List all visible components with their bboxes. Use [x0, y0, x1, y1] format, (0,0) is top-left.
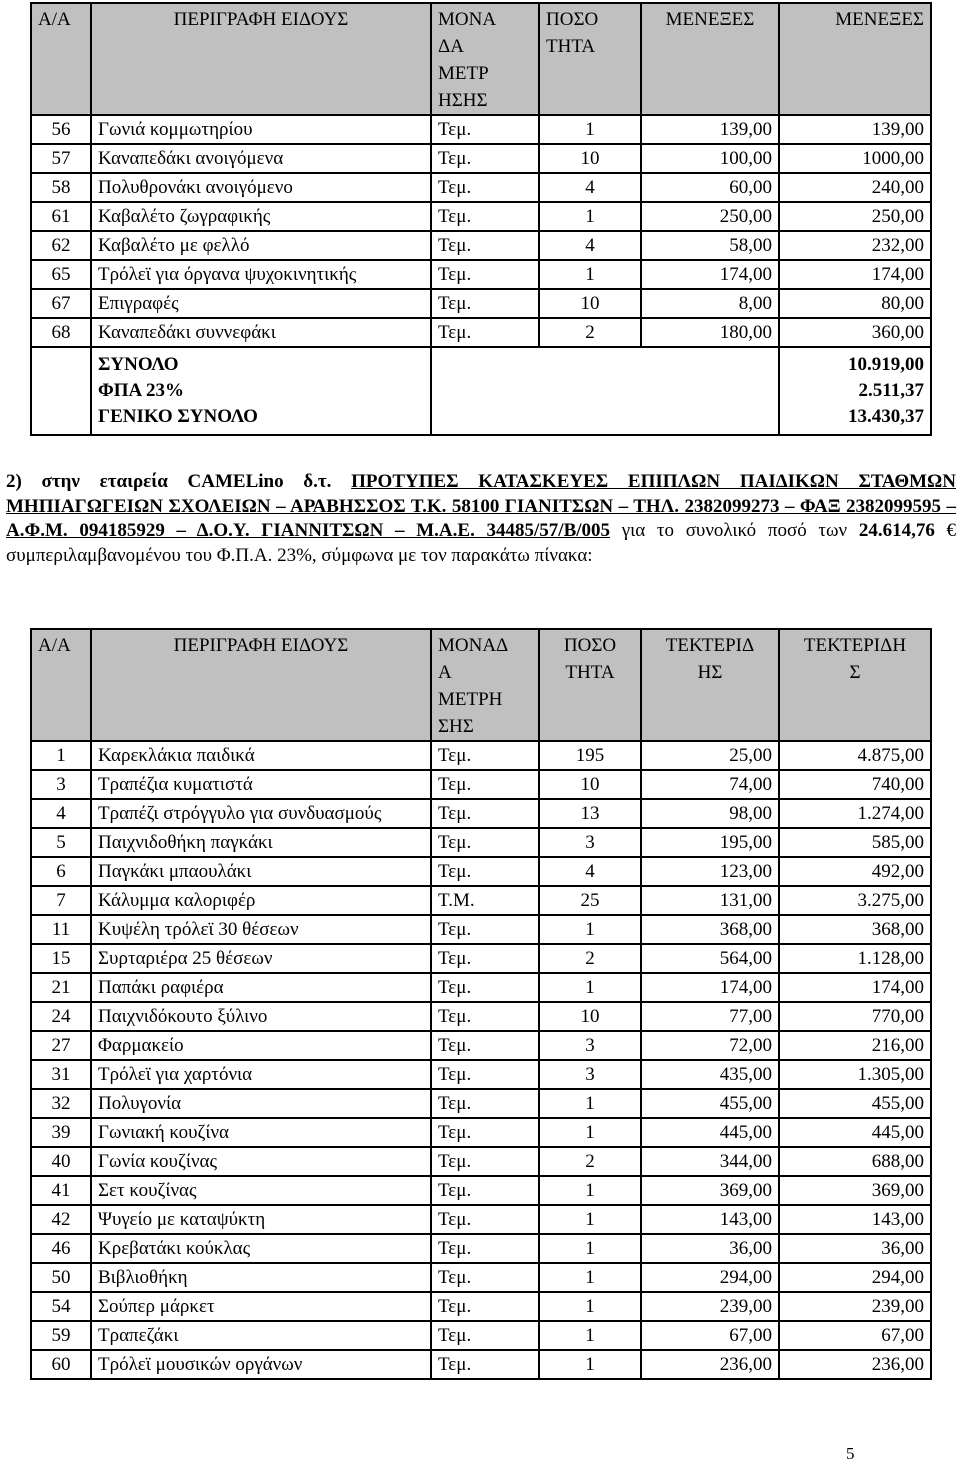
cell-unit-price: 25,00	[641, 741, 779, 770]
cell-total: 585,00	[779, 828, 931, 857]
totals-value: 10.919,00	[779, 347, 931, 378]
cell-total: 455,00	[779, 1089, 931, 1118]
cell-total: 139,00	[779, 115, 931, 144]
cell-unit: Τεμ.	[431, 1350, 539, 1379]
table-row	[31, 973, 931, 1002]
cell-unit: Τεμ.	[431, 915, 539, 944]
totals-blank	[31, 404, 91, 435]
cell-quantity: 25	[539, 886, 641, 915]
cell-unit: Τεμ.	[431, 973, 539, 1002]
cell-total: 369,00	[779, 1176, 931, 1205]
cell-total: 174,00	[779, 260, 931, 289]
page-number: 5	[846, 1444, 855, 1463]
cell-total: 240,00	[779, 173, 931, 202]
table-row	[31, 1263, 931, 1292]
cell-aa: 46	[31, 1234, 91, 1263]
cell-description: Κυψέλη τρόλεϊ 30 θέσεων	[91, 915, 431, 944]
cell-description: Τρόλεϊ για όργανα ψυχοκινητικής	[91, 260, 431, 289]
cell-unit-price: 250,00	[641, 202, 779, 231]
cell-total: 4.875,00	[779, 741, 931, 770]
cell-total: 36,00	[779, 1234, 931, 1263]
cell-unit: Τεμ.	[431, 1263, 539, 1292]
totals-row	[31, 404, 931, 435]
cell-quantity: 1	[539, 1350, 641, 1379]
cell-description: Καβαλέτο ζωγραφικής	[91, 202, 431, 231]
cell-unit: Τεμ.	[431, 770, 539, 799]
cell-quantity: 4	[539, 173, 641, 202]
cell-aa: 1	[31, 741, 91, 770]
cell-unit-price: 36,00	[641, 1234, 779, 1263]
cell-quantity: 1	[539, 260, 641, 289]
cell-aa: 6	[31, 857, 91, 886]
table1-header-row	[31, 3, 931, 115]
cell-aa: 61	[31, 202, 91, 231]
table-row	[31, 1350, 931, 1379]
cell-aa: 39	[31, 1118, 91, 1147]
paragraph-intro: 2) στην εταιρεία CAMELino δ.τ.	[6, 471, 352, 492]
cell-aa: 11	[31, 915, 91, 944]
header-total: ΜΕΝΕΞΕΣ	[779, 3, 931, 115]
cell-quantity: 1	[539, 973, 641, 1002]
cell-quantity: 10	[539, 144, 641, 173]
table2-header-row	[31, 629, 931, 741]
cell-aa: 40	[31, 1147, 91, 1176]
header-qty-line: ΤΗΤΑ	[565, 662, 615, 683]
cell-total: 239,00	[779, 1292, 931, 1321]
cell-aa: 68	[31, 318, 91, 347]
cell-aa: 58	[31, 173, 91, 202]
paragraph-text: για το συνολικό ποσό των	[610, 520, 859, 541]
cell-total: 770,00	[779, 1002, 931, 1031]
table-row	[31, 231, 931, 260]
cell-description: Καναπεδάκι ανοιγόμενα	[91, 144, 431, 173]
cell-description: Σούπερ μάρκετ	[91, 1292, 431, 1321]
cell-unit-price: 435,00	[641, 1060, 779, 1089]
cell-description: Παπάκι ραφιέρα	[91, 973, 431, 1002]
cell-unit: Τεμ.	[431, 1234, 539, 1263]
cell-unit: Τεμ.	[431, 1002, 539, 1031]
cell-unit: Τεμ.	[431, 202, 539, 231]
cell-description: Τραπέζι στρόγγυλο για συνδυασμούς	[91, 799, 431, 828]
items-table-2	[30, 628, 932, 1380]
cell-unit: Τεμ.	[431, 1031, 539, 1060]
cell-description: Καναπεδάκι συννεφάκι	[91, 318, 431, 347]
cell-unit-price: 239,00	[641, 1292, 779, 1321]
cell-aa: 4	[31, 799, 91, 828]
cell-quantity: 3	[539, 828, 641, 857]
header-unit-line: ΜΟΝΑ	[438, 9, 497, 30]
cell-aa: 27	[31, 1031, 91, 1060]
cell-unit-price: 564,00	[641, 944, 779, 973]
totals-row	[31, 378, 931, 404]
cell-unit-price: 8,00	[641, 289, 779, 318]
cell-unit-price: 60,00	[641, 173, 779, 202]
table-row	[31, 886, 931, 915]
cell-unit: Τεμ.	[431, 231, 539, 260]
cell-unit-price: 123,00	[641, 857, 779, 886]
totals-blank	[431, 404, 779, 435]
cell-unit-price: 58,00	[641, 231, 779, 260]
cell-total: 250,00	[779, 202, 931, 231]
cell-description: Παιχνιδόκουτο ξύλινο	[91, 1002, 431, 1031]
cell-aa: 57	[31, 144, 91, 173]
header-unit-line: ΗΣΗΣ	[438, 90, 488, 111]
cell-quantity: 3	[539, 1031, 641, 1060]
cell-aa: 42	[31, 1205, 91, 1234]
cell-quantity: 2	[539, 318, 641, 347]
cell-unit: Τεμ.	[431, 1205, 539, 1234]
table-row	[31, 318, 931, 347]
items-table-1	[30, 2, 932, 436]
cell-description: Ψυγείο με καταψύκτη	[91, 1205, 431, 1234]
table-row	[31, 1234, 931, 1263]
cell-quantity: 1	[539, 1292, 641, 1321]
cell-unit-price: 131,00	[641, 886, 779, 915]
cell-unit-price: 455,00	[641, 1089, 779, 1118]
cell-description: Συρταριέρα 25 θέσεων	[91, 944, 431, 973]
cell-unit-price: 174,00	[641, 260, 779, 289]
header-price-line: ΤΕΚΤΕΡΙΔ	[665, 635, 755, 656]
cell-unit: Τεμ.	[431, 1089, 539, 1118]
cell-description: Φαρμακείο	[91, 1031, 431, 1060]
cell-unit-price: 139,00	[641, 115, 779, 144]
table-row	[31, 770, 931, 799]
table-row	[31, 1089, 931, 1118]
cell-unit: Τεμ.	[431, 1292, 539, 1321]
cell-description: Κάλυμμα καλοριφέρ	[91, 886, 431, 915]
cell-total: 1.305,00	[779, 1060, 931, 1089]
cell-unit: Τεμ.	[431, 173, 539, 202]
cell-unit-price: 143,00	[641, 1205, 779, 1234]
cell-unit-price: 236,00	[641, 1350, 779, 1379]
cell-unit-price: 77,00	[641, 1002, 779, 1031]
cell-unit-price: 368,00	[641, 915, 779, 944]
table-row	[31, 1147, 931, 1176]
cell-total: 368,00	[779, 915, 931, 944]
totals-blank	[431, 347, 779, 378]
cell-description: Καβαλέτο με φελλό	[91, 231, 431, 260]
cell-quantity: 10	[539, 1002, 641, 1031]
cell-description: Γωνιακή κουζίνα	[91, 1118, 431, 1147]
cell-quantity: 1	[539, 1321, 641, 1350]
cell-total: 1000,00	[779, 144, 931, 173]
cell-quantity: 1	[539, 1118, 641, 1147]
cell-quantity: 4	[539, 231, 641, 260]
cell-total: 67,00	[779, 1321, 931, 1350]
cell-total: 445,00	[779, 1118, 931, 1147]
cell-total: 174,00	[779, 973, 931, 1002]
cell-total: 360,00	[779, 318, 931, 347]
table-row	[31, 260, 931, 289]
cell-total: 80,00	[779, 289, 931, 318]
cell-quantity: 195	[539, 741, 641, 770]
cell-unit-price: 294,00	[641, 1263, 779, 1292]
cell-description: Πολυθρονάκι ανοιγόμενο	[91, 173, 431, 202]
table-row	[31, 144, 931, 173]
header-unit-line: ΔΑ	[438, 36, 464, 57]
table-row	[31, 828, 931, 857]
totals-row	[31, 347, 931, 378]
cell-unit: Τεμ.	[431, 741, 539, 770]
table-row	[31, 799, 931, 828]
cell-description: Πολυγονία	[91, 1089, 431, 1118]
table-row	[31, 289, 931, 318]
totals-blank	[31, 378, 91, 404]
header-unit-price: ΜΕΝΕΞΕΣ	[641, 3, 779, 115]
cell-quantity: 1	[539, 1205, 641, 1234]
cell-quantity: 4	[539, 857, 641, 886]
header-total-line: ΤΕΚΤΕΡΙΔΗ	[803, 635, 907, 656]
total-amount: 24.614,76	[858, 520, 935, 541]
cell-description: Τρόλεϊ μουσικών οργάνων	[91, 1350, 431, 1379]
cell-quantity: 1	[539, 1176, 641, 1205]
cell-quantity: 2	[539, 944, 641, 973]
cell-description: Γωνία κουζίνας	[91, 1147, 431, 1176]
cell-unit: Τεμ.	[431, 828, 539, 857]
table-row	[31, 1031, 931, 1060]
cell-unit-price: 67,00	[641, 1321, 779, 1350]
cell-unit-price: 369,00	[641, 1176, 779, 1205]
cell-quantity: 1	[539, 202, 641, 231]
totals-blank	[31, 347, 91, 378]
cell-total: 492,00	[779, 857, 931, 886]
header-description: ΠΕΡΙΓΡΑΦΗ ΕΙΔΟΥΣ	[91, 629, 431, 741]
cell-total: 3.275,00	[779, 886, 931, 915]
cell-quantity: 10	[539, 770, 641, 799]
table-row	[31, 1118, 931, 1147]
cell-unit: Τεμ.	[431, 115, 539, 144]
totals-value: 2.511,37	[779, 378, 931, 404]
header-qty-line: ΤΗΤΑ	[546, 36, 596, 57]
cell-unit-price: 100,00	[641, 144, 779, 173]
totals-blank	[431, 378, 779, 404]
header-unit-line: ΜΕΤΡ	[438, 63, 489, 84]
cell-aa: 56	[31, 115, 91, 144]
cell-unit: Τ.Μ.	[431, 886, 539, 915]
cell-quantity: 10	[539, 289, 641, 318]
cell-total: 232,00	[779, 231, 931, 260]
company-details: ΠΡΟΤΥΠΕΣ ΚΑΤΑΣΚΕΥΕΣ ΕΠΙΠΛΩΝ ΠΑΙΔΙΚΩΝ ΣΤΑΘΜΩΝ ΜΗΠΙΑΓΩΓΕΙΩΝ ΣΧΟΛΕΙΩΝ – ΑΡΑΒΗΣΣΟΣ Τ.Κ. 58100 ΓΙΑΝΙΤΣΩΝ – ΤΗΛ. 2382099273 – ΦΑΞ 2382099595 – Α.Φ.Μ. 094185929 – Δ.Ο.Υ. ΓΙΑΝΝΙΤΣΩΝ – Μ.Α.Ε. 34485/57/Β/005	[6, 471, 956, 541]
cell-unit: Τεμ.	[431, 318, 539, 347]
header-unit-line: ΜΟΝΑΔ	[438, 635, 509, 656]
cell-quantity: 2	[539, 1147, 641, 1176]
cell-aa: 50	[31, 1263, 91, 1292]
cell-unit: Τεμ.	[431, 857, 539, 886]
cell-total: 688,00	[779, 1147, 931, 1176]
header-unit-line: ΣΗΣ	[438, 716, 474, 737]
cell-total: 1.128,00	[779, 944, 931, 973]
cell-description: Τρόλεϊ για χαρτόνια	[91, 1060, 431, 1089]
cell-description: Γωνιά κομμωτηρίου	[91, 115, 431, 144]
cell-description: Τραπεζάκι	[91, 1321, 431, 1350]
cell-unit: Τεμ.	[431, 1321, 539, 1350]
totals-label: ΦΠΑ 23%	[91, 378, 431, 404]
cell-aa: 54	[31, 1292, 91, 1321]
header-aa: Α/Α	[31, 629, 91, 741]
cell-aa: 21	[31, 973, 91, 1002]
header-price-line: ΗΣ	[697, 662, 723, 683]
header-quantity	[539, 3, 641, 115]
table-row	[31, 1321, 931, 1350]
cell-unit: Τεμ.	[431, 144, 539, 173]
table-row	[31, 202, 931, 231]
table-row	[31, 1205, 931, 1234]
table-row	[31, 1292, 931, 1321]
cell-unit: Τεμ.	[431, 1118, 539, 1147]
header-qty-line: ΠΟΣΟ	[563, 635, 617, 656]
cell-aa: 59	[31, 1321, 91, 1350]
cell-unit: Τεμ.	[431, 260, 539, 289]
header-total-line: Σ	[849, 662, 861, 683]
header-aa: Α/Α	[31, 3, 91, 115]
cell-total: 143,00	[779, 1205, 931, 1234]
cell-description: Τραπέζια κυματιστά	[91, 770, 431, 799]
table-row	[31, 1002, 931, 1031]
cell-aa: 41	[31, 1176, 91, 1205]
cell-aa: 67	[31, 289, 91, 318]
header-quantity	[539, 629, 641, 741]
supplier-paragraph	[6, 470, 956, 568]
totals-label: ΓΕΝΙΚΟ ΣΥΝΟΛΟ	[91, 404, 431, 435]
cell-unit: Τεμ.	[431, 1176, 539, 1205]
cell-aa: 60	[31, 1350, 91, 1379]
cell-aa: 65	[31, 260, 91, 289]
header-unit-line: Α	[438, 662, 452, 683]
table-row	[31, 944, 931, 973]
header-unit	[431, 3, 539, 115]
cell-description: Σετ κουζίνας	[91, 1176, 431, 1205]
cell-quantity: 13	[539, 799, 641, 828]
cell-total: 236,00	[779, 1350, 931, 1379]
cell-unit: Τεμ.	[431, 1147, 539, 1176]
cell-aa: 5	[31, 828, 91, 857]
cell-aa: 31	[31, 1060, 91, 1089]
cell-aa: 32	[31, 1089, 91, 1118]
cell-aa: 7	[31, 886, 91, 915]
cell-total: 1.274,00	[779, 799, 931, 828]
cell-description: Κρεβατάκι κούκλας	[91, 1234, 431, 1263]
cell-aa: 15	[31, 944, 91, 973]
table-row	[31, 173, 931, 202]
cell-description: Καρεκλάκια παιδικά	[91, 741, 431, 770]
cell-aa: 24	[31, 1002, 91, 1031]
cell-unit-price: 72,00	[641, 1031, 779, 1060]
totals-value: 13.430,37	[779, 404, 931, 435]
totals-label: ΣΥΝΟΛΟ	[91, 347, 431, 378]
cell-total: 294,00	[779, 1263, 931, 1292]
cell-unit-price: 180,00	[641, 318, 779, 347]
cell-unit-price: 344,00	[641, 1147, 779, 1176]
cell-total: 740,00	[779, 770, 931, 799]
cell-quantity: 1	[539, 1263, 641, 1292]
cell-quantity: 1	[539, 1234, 641, 1263]
table-row	[31, 1176, 931, 1205]
cell-unit: Τεμ.	[431, 289, 539, 318]
table-row	[31, 1060, 931, 1089]
cell-description: Παιχνιδοθήκη παγκάκι	[91, 828, 431, 857]
cell-unit-price: 445,00	[641, 1118, 779, 1147]
paragraph-text-end: € συμπεριλαμβανομένου του Φ.Π.Α. 23%, σύμφωνα με τον παρακάτω πίνακα:	[6, 520, 957, 566]
header-unit-price	[641, 629, 779, 741]
cell-unit: Τεμ.	[431, 1060, 539, 1089]
header-qty-line: ΠΟΣΟ	[546, 9, 599, 30]
cell-total: 216,00	[779, 1031, 931, 1060]
cell-aa: 3	[31, 770, 91, 799]
header-description: ΠΕΡΙΓΡΑΦΗ ΕΙΔΟΥΣ	[91, 3, 431, 115]
cell-description: Επιγραφές	[91, 289, 431, 318]
cell-unit-price: 74,00	[641, 770, 779, 799]
table-row	[31, 115, 931, 144]
header-total	[779, 629, 931, 741]
cell-description: Παγκάκι μπαουλάκι	[91, 857, 431, 886]
header-unit	[431, 629, 539, 741]
cell-quantity: 1	[539, 115, 641, 144]
cell-quantity: 1	[539, 1089, 641, 1118]
cell-unit: Τεμ.	[431, 799, 539, 828]
table-row	[31, 915, 931, 944]
table-row	[31, 741, 931, 770]
table-row	[31, 857, 931, 886]
cell-description: Βιβλιοθήκη	[91, 1263, 431, 1292]
cell-unit-price: 174,00	[641, 973, 779, 1002]
cell-quantity: 3	[539, 1060, 641, 1089]
cell-unit: Τεμ.	[431, 944, 539, 973]
cell-unit-price: 195,00	[641, 828, 779, 857]
header-unit-line: ΜΕΤΡΗ	[438, 689, 503, 710]
cell-quantity: 1	[539, 915, 641, 944]
cell-unit-price: 98,00	[641, 799, 779, 828]
cell-aa: 62	[31, 231, 91, 260]
